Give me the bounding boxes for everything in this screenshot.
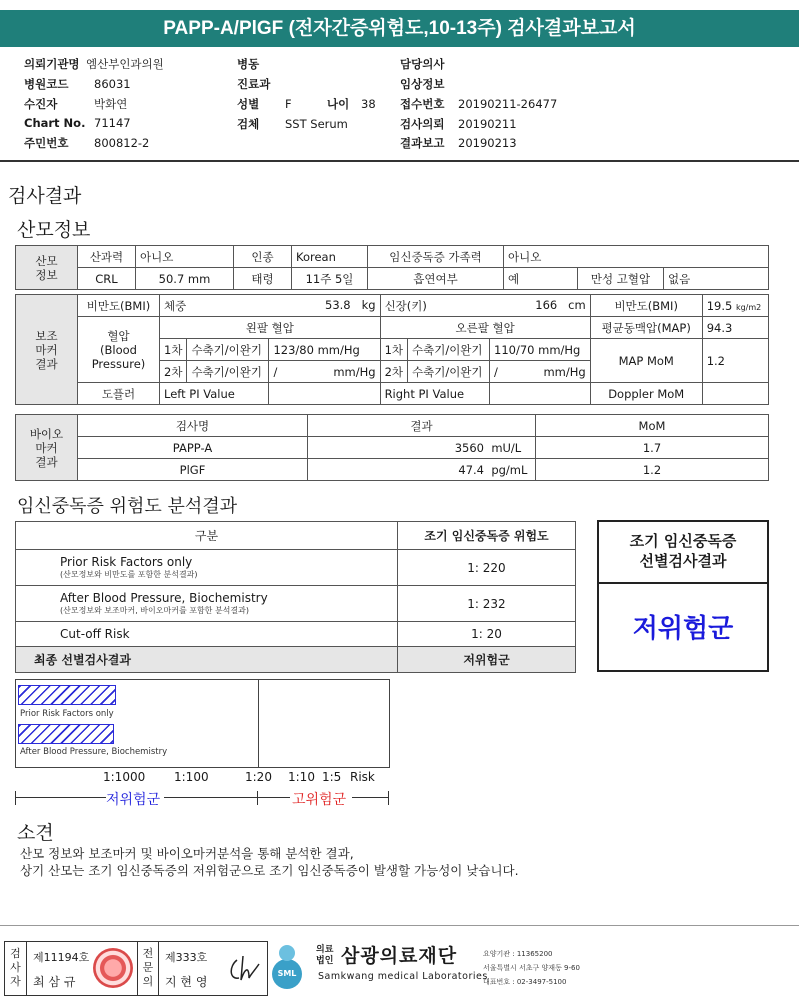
map-mom-label: MAP MoM — [590, 339, 702, 383]
tick-label: 1:100 — [174, 770, 209, 784]
range-line — [352, 797, 388, 798]
doppler-label: 도플러 — [78, 383, 160, 405]
aux-marker-table — [15, 294, 769, 405]
bmi-label: 비만도(BMI) — [78, 295, 160, 317]
final-result-row — [16, 647, 576, 673]
bio-col-result: 결과 — [308, 415, 536, 437]
ga-value: 11주 5일 — [292, 268, 368, 290]
weight-cell: 체중 53.8 kg — [160, 295, 381, 317]
bar-prior-risk — [18, 685, 116, 705]
risk-col-value: 조기 임신중독증 위험도 — [398, 522, 576, 550]
header-item: 결과보고 20190213 — [400, 136, 517, 150]
risk-row-value: 1: 220 — [398, 550, 576, 586]
header-item: 담당의사 — [400, 57, 445, 71]
bar-label: After Blood Pressure, Biochemistry — [20, 747, 168, 757]
header-item: Chart No. 71147 — [24, 116, 131, 130]
header-item: 임상정보 — [400, 77, 445, 91]
org-info: 요양기관 : 11365200 서울특별시 서초구 양재동 9-60 대표번호 : 02-3497-5100 — [483, 950, 580, 986]
risk-row — [16, 586, 576, 622]
right-pi-value — [490, 383, 591, 405]
footer-divider — [0, 925, 799, 926]
range-marker — [15, 791, 16, 805]
risk-col-category: 구분 — [16, 522, 398, 550]
map-mom-value: 1.2 — [702, 339, 768, 383]
range-marker — [257, 791, 258, 805]
left-bp-2: / mm/Hg — [269, 361, 380, 383]
bio-name: PlGF — [78, 459, 308, 481]
right-bp-2: / mm/Hg — [490, 361, 591, 383]
section-label: 보조 마커 결과 — [16, 295, 78, 405]
tick-label: 1:1000 — [103, 770, 146, 784]
bp-order: 1차 — [380, 339, 407, 361]
left-pi-value — [269, 383, 380, 405]
bio-result: 47.4 pg/mL — [308, 459, 536, 481]
doppler-mom-value — [702, 383, 768, 405]
header-item: 검체 SST Serum — [237, 117, 348, 131]
ga-label: 태령 — [234, 268, 292, 290]
results-heading: 검사결과 — [8, 185, 82, 207]
header-item: 접수번호 20190211-26477 — [400, 97, 558, 111]
doctor-label: 전문의 — [137, 942, 159, 995]
risk-row — [16, 550, 576, 586]
right-bp-label: 오른팔 혈압 — [380, 317, 590, 339]
risk-chart — [15, 679, 390, 768]
right-bp-1: 110/70 mm/Hg — [490, 339, 591, 361]
risk-row-name: Prior Risk Factors only (산모정보와 비만도를 포함한 분석결과) — [16, 550, 398, 586]
crl-label: CRL — [78, 268, 136, 290]
smoking-value: 예 — [504, 268, 578, 290]
race-value: Korean — [292, 246, 368, 268]
range-marker — [388, 791, 389, 805]
header-item: 병원코드 86031 — [24, 77, 131, 91]
tick-label: 1:20 — [245, 770, 272, 784]
parity-value: 아니오 — [136, 246, 234, 268]
signature-box — [4, 941, 268, 996]
sys-dia-label: 수축기/이완기 — [187, 339, 269, 361]
org-type: 의료 법인 — [316, 945, 334, 966]
bio-col-name: 검사명 — [78, 415, 308, 437]
final-box-heading: 조기 임신중독증 선별검사결과 — [599, 522, 767, 584]
risk-analysis-table — [15, 521, 576, 673]
bio-mom: 1.7 — [536, 437, 769, 459]
risk-row — [16, 622, 576, 647]
tester-name: 최 삼 규 — [33, 975, 76, 989]
crl-value: 50.7 mm — [136, 268, 234, 290]
doctor-name: 지 현 영 — [165, 975, 208, 989]
right-pi-label: Right PI Value — [380, 383, 489, 405]
opinion-heading: 소견 — [17, 822, 54, 844]
tick-label: 1:5 — [322, 770, 342, 784]
maternal-heading: 산모정보 — [17, 219, 91, 241]
bio-result: 3560 mU/L — [308, 437, 536, 459]
left-pi-label: Left PI Value — [160, 383, 269, 405]
final-result-box — [597, 520, 769, 672]
final-result-label: 최종 선별검사결과 — [16, 647, 398, 673]
final-result-value: 저위험군 — [398, 647, 576, 673]
bio-mom: 1.2 — [536, 459, 769, 481]
left-bp-label: 왼팔 혈압 — [160, 317, 381, 339]
bio-row — [16, 459, 769, 481]
header-item: 성별 F — [237, 97, 292, 111]
risk-row-value: 1: 20 — [398, 622, 576, 647]
bio-col-mom: MoM — [536, 415, 769, 437]
bp-order: 2차 — [380, 361, 407, 383]
header-item: 수진자 박화연 — [24, 97, 128, 111]
tester-seal-icon — [93, 948, 133, 988]
tick-label: 1:10 — [288, 770, 315, 784]
risk-row-name: Cut-off Risk — [16, 622, 398, 647]
header-age: 나이 38 — [327, 97, 376, 111]
bar-label: Prior Risk Factors only — [20, 709, 114, 719]
risk-row-name: After Blood Pressure, Biochemistry (산모정보와 보조마커, 바이오마커를 포함한 분석결과) — [16, 586, 398, 622]
range-line — [164, 797, 257, 798]
bp-order: 2차 — [160, 361, 187, 383]
range-line — [16, 797, 106, 798]
section-label: 산모 정보 — [16, 246, 78, 290]
left-bp-1: 123/80 mm/Hg — [269, 339, 380, 361]
bmi-value: 19.5 kg/m2 — [702, 295, 768, 317]
doctor-no: 제333호 — [165, 951, 208, 964]
htn-value: 없음 — [664, 268, 769, 290]
tester-no: 제11194호 — [33, 951, 90, 964]
high-risk-label: 고위험군 — [292, 792, 347, 808]
bp-order: 1차 — [160, 339, 187, 361]
org-name-en: Samkwang medical Laboratories — [318, 971, 488, 982]
bmi2-label: 비만도(BMI) — [590, 295, 702, 317]
section-label: 바이오 마커 결과 — [16, 415, 78, 481]
sys-dia-label: 수축기/이완기 — [187, 361, 269, 383]
parity-label: 산과력 — [78, 246, 136, 268]
bio-marker-table — [15, 414, 769, 481]
cutoff-line — [258, 680, 259, 767]
smoking-label: 흡연여부 — [368, 268, 504, 290]
sys-dia-label: 수축기/이완기 — [408, 361, 490, 383]
pe-family-label: 임신중독증 가족력 — [368, 246, 504, 268]
height-cell: 신장(키) 166 cm — [380, 295, 590, 317]
tester-label: 검사자 — [5, 942, 27, 995]
header-divider — [0, 160, 799, 162]
range-line — [258, 797, 290, 798]
map-label: 평균동맥압(MAP) — [590, 317, 702, 339]
bar-after-bp — [18, 724, 114, 744]
bio-name: PAPP-A — [78, 437, 308, 459]
htn-label: 만성 고혈압 — [578, 268, 664, 290]
low-risk-label: 저위험군 — [106, 792, 161, 808]
risk-heading: 임신중독증 위험도 분석결과 — [17, 496, 238, 517]
header-item: 병동 — [237, 57, 260, 71]
maternal-info-table — [15, 245, 769, 290]
bio-row — [16, 437, 769, 459]
doctor-signature-icon — [227, 952, 263, 986]
header-item: 검사의뢰 20190211 — [400, 117, 517, 131]
risk-row-value: 1: 232 — [398, 586, 576, 622]
header-item: 의뢰기관명 엠산부인과의원 — [24, 57, 164, 71]
pe-family-value: 아니오 — [504, 246, 769, 268]
sys-dia-label: 수축기/이완기 — [408, 339, 490, 361]
org-name: 삼광의료재단 — [341, 945, 458, 967]
sml-logo-icon: SML — [272, 945, 302, 991]
opinion-text: 산모 정보와 보조마커 및 바이오마커분석을 통해 분석한 결과, 상기 산모는 조기 임신중독증의 저위험군으로 조기 임신중독증이 발생할 가능성이 낮습니다. — [20, 846, 519, 878]
header-item: 주민번호 800812-2 — [24, 136, 150, 150]
race-label: 인종 — [234, 246, 292, 268]
header-item: 진료과 — [237, 77, 271, 91]
tick-label: Risk — [350, 770, 375, 784]
doppler-mom-label: Doppler MoM — [590, 383, 702, 405]
map-value: 94.3 — [702, 317, 768, 339]
bp-label: 혈압 (Blood Pressure) — [78, 317, 160, 383]
report-title: PAPP-A/PlGF (전자간증위험도,10-13주) 검사결과보고서 — [0, 10, 799, 47]
final-box-result: 저위험군 — [632, 614, 734, 644]
